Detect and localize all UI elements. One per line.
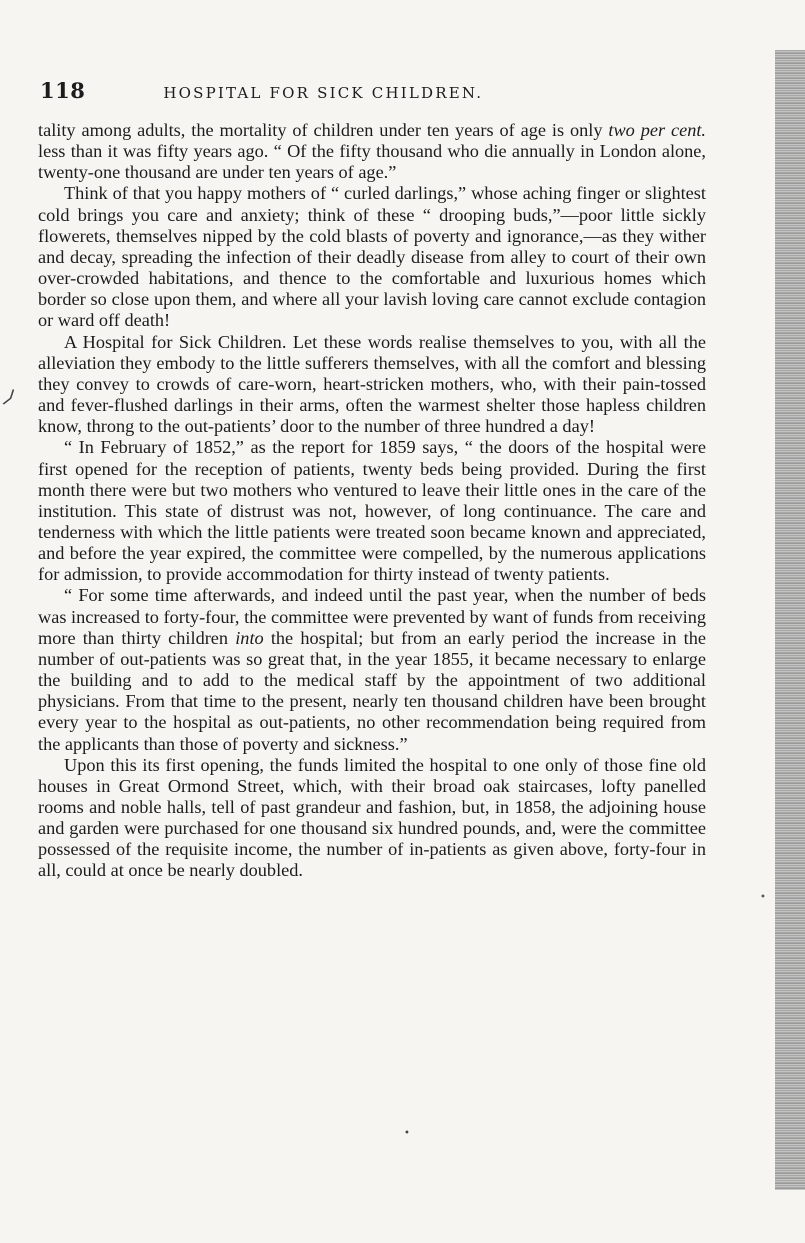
- page-header: [40, 78, 705, 108]
- margin-pencil-mark: ⟩: [0, 384, 20, 410]
- paragraph-1-italic: two per cent.: [608, 120, 706, 140]
- paragraph-5-text-a: “ For some time afterwards, and indeed until the past year, when the number of beds was increased to forty-four, the committee were prevented by want of funds from receiving more than thirty children: [38, 585, 706, 648]
- paragraph-5-italic: into: [235, 627, 264, 648]
- page-number: 118: [40, 78, 86, 103]
- paragraph-1-text-c: less than it was fifty years ago. “ Of the fifty thousand who die annually in London alone, twenty-one thousand are under ten years of age.”: [38, 141, 706, 183]
- running-title: HOSPITAL FOR SICK CHILDREN.: [163, 84, 484, 102]
- paragraph-3: A Hospital for Sick Children. Let these words realise themselves to you, with all the alleviation they embody to the little sufferers themselves, with all the comfort and blessing they convey to crowds of care-worn, heart-stricken mothers, who, with their pain-tossed and fever-flushed darlings in their arms, often the warmest shelter those hapless children know, throng to the out-patients’ door to the number of three hundred a day!: [38, 331, 706, 437]
- margin-dot: •: [760, 892, 766, 903]
- paragraph-5-text-c: the hospital; but from an early period the increase in the number of out-patients was so great that, in the year 1855, it became necessary to enlarge the building and to add to the medical staff by the appointment of two additional physicians. From that time to the present, nearly ten thousand children have been brought every year to the hospital as out-patients, no other recommendation being required from the applicants than those of poverty and sickness.”: [38, 627, 706, 754]
- paragraph-4: “ In February of 1852,” as the report for 1859 says, “ the doors of the hospital were first opened for the reception of patients, twenty beds being provided. During the first month there were but two mothers who ventured to leave their little ones in the care of the institution. This state of distrust was not, however, of long continuance. The care and tenderness with which the little patients were treated soon became known and appreciated, and before the year expired, the committee were compelled, by the numerous applications for admission, to provide accommodation for thirty instead of twenty patients.: [38, 437, 706, 585]
- paragraph-1-text-a: tality among adults, the mortality of children under ten years of age is only: [38, 120, 609, 140]
- paragraph-5: [38, 585, 706, 754]
- paragraph-2: Think of that you happy mothers of “ curled darlings,” whose aching finger or slightest cold brings you care and anxiety; think of these “ drooping buds,”—poor little sickly flowerets, themselves nipped by the cold blasts of poverty and ignorance,—as they wither and decay, spreading the infection of their deadly disease from alley to court of their own over-crowded habitations, and thence to the comfortable and luxurious homes which border so close upon them, and where all your lavish loving care cannot exclude contagion or ward off death!: [38, 183, 706, 331]
- paragraph-1: [38, 120, 706, 183]
- paragraph-6: Upon this its first opening, the funds limited the hospital to one only of those fine old houses in Great Ormond Street, which, with their broad oak staircases, lofty panelled rooms and noble halls, tell of past grandeur and fashion, but, in 1858, the adjoining house and garden were purchased for one thousand six hundred pounds, and, were the committee possessed of the requisite income, the number of in-patients as given above, forty-four in all, could at once be nearly doubled.: [38, 754, 706, 881]
- page-gutter-shadow: [775, 50, 805, 1190]
- bottom-dot: •: [404, 1128, 410, 1139]
- body-text: [38, 120, 706, 882]
